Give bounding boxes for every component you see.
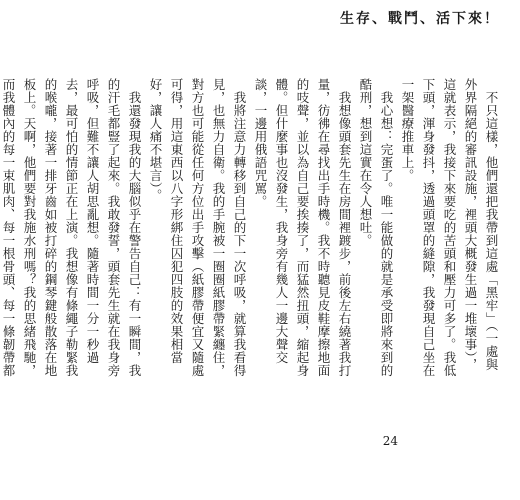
paragraph: 我想像頭套先生在房間裡踱步，前後左右繞著我打量，彷彿在尋找出手時機。我不時聽見皮鞋摩擦地面的吱聲，並以為自己要挨揍了，而猛然扭頭，縮起身體。但什麼事也沒發生，我身旁有幾人一邊大聲交談，一邊用俄語咒罵。: [253, 78, 352, 377]
paragraph: 我心想：完蛋了。唯一能做的就是承受即將來到的酷刑，想到這實在令人想吐。: [358, 78, 394, 377]
page-number: 24: [382, 434, 398, 448]
body-text: [1, 78, 502, 378]
paragraph: 不只這樣，他們還把我帶到這處「黑牢」（一處與外界隔絕的審訊設施，裡頭大概發生過一堆壞事），這就表示，我接下來要吃的苦頭和壓力可多了。我低下頭，渾身發抖，透過頭罩的縫隙，我發現自己坐在一架醫療推車上。: [400, 78, 499, 377]
paragraph: 我將注意力轉移到自己的下一次呼吸，就算我看得見，也無力自衛。我的手腕被一圈圈紙膠帶緊纏住，對方也可能從任何方位出手攻擊（紙膠帶便宜又隨處可得，用這東西以八字形綁住囚犯四肢的效果相當好，讓人痛不堪言）。: [148, 78, 247, 377]
running-header: 生存、戰鬥、活下來！: [340, 11, 500, 27]
paragraph: 我還發現我的大腦似乎在警告自己：有一瞬間，我的汗毛都豎了起來。我敢發誓，頭套先生就在我身旁呼吸，但難不讓人胡思亂想。隨著時間一分一秒過去，最可怕的情節正在上演。我想像有條繩子勒緊我的喉嚨，接著一排牙齒如被打碎的鋼琴鍵般散落在地板上。天啊，他們要對我施水刑嗎？我的思緒飛馳，而我體內的每一束肌肉、每一根骨頭、每一條韌帶都: [1, 78, 142, 377]
